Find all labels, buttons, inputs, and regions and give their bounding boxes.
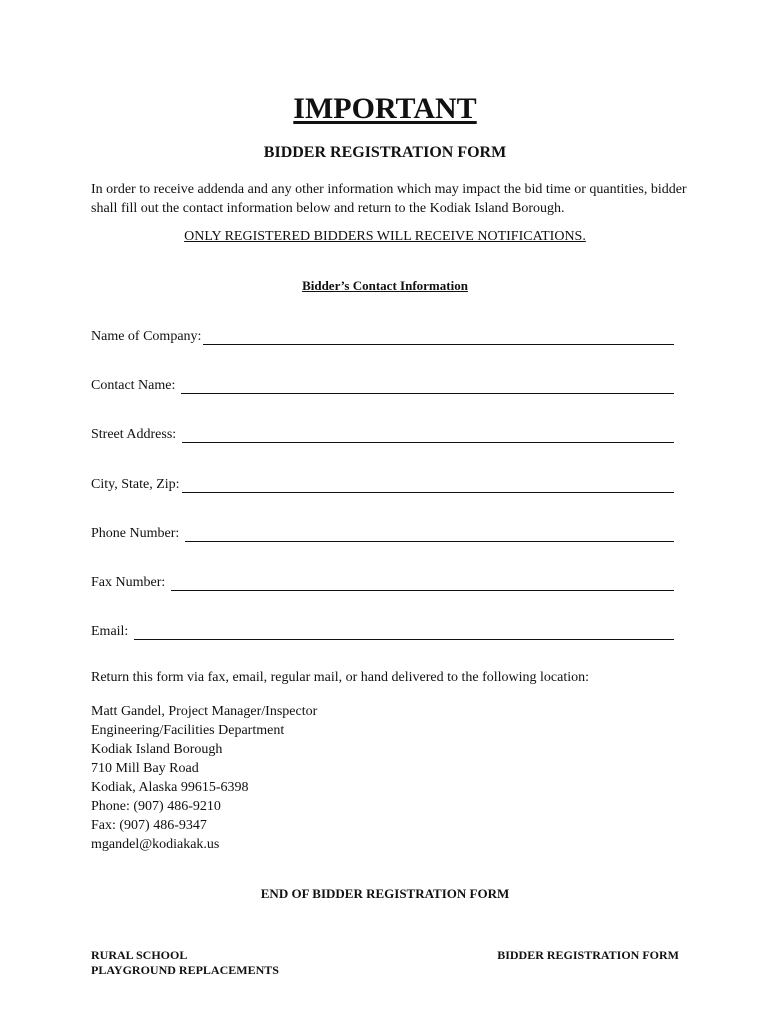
street-address-input-line[interactable] bbox=[182, 428, 674, 443]
contact-section-heading: Bidder’s Contact Information bbox=[302, 278, 468, 293]
field-label: Contact Name: bbox=[91, 378, 179, 393]
footer-form-name: BIDDER REGISTRATION FORM bbox=[497, 948, 679, 962]
form-subtitle: BIDDER REGISTRATION FORM bbox=[263, 144, 507, 161]
field-label: City, State, Zip: bbox=[91, 477, 180, 492]
field-label: Name of Company: bbox=[91, 329, 202, 344]
registration-notice: ONLY REGISTERED BIDDERS WILL RECEIVE NOTIFICATIONS. bbox=[184, 229, 586, 244]
address-line: Matt Gandel, Project Manager/Inspector bbox=[91, 704, 318, 719]
email-address-link[interactable]: mgandel@kodiakak.us bbox=[91, 837, 220, 852]
footer-left-line: PLAYGROUND REPLACEMENTS bbox=[91, 963, 279, 977]
field-label: Street Address: bbox=[91, 427, 180, 442]
email-input-line[interactable] bbox=[134, 625, 674, 640]
phone-number-field bbox=[91, 522, 674, 542]
return-instruction: Return this form via fax, email, regular mail, or hand delivered to the following location: bbox=[91, 670, 590, 685]
address-line: Engineering/Facilities Department bbox=[91, 723, 285, 738]
fax-number-field bbox=[91, 571, 674, 591]
footer-project-name bbox=[91, 948, 279, 978]
contact-name-field bbox=[91, 374, 674, 394]
field-label: Phone Number: bbox=[91, 526, 183, 541]
page-title: IMPORTANT bbox=[293, 92, 477, 125]
address-line: Phone: (907) 486-9210 bbox=[91, 799, 221, 814]
contact-name-input-line[interactable] bbox=[181, 379, 674, 394]
city-state-zip-field bbox=[91, 473, 674, 493]
fax-number-input-line[interactable] bbox=[171, 576, 674, 591]
address-line: Fax: (907) 486-9347 bbox=[91, 818, 207, 833]
email-field bbox=[91, 620, 674, 640]
company-name-input-line[interactable] bbox=[203, 330, 674, 345]
intro-paragraph: In order to receive addenda and any other information which may impact the bid time or quantities, bidder shall fill out the contact information below and return to the Kodiak Island Borough. bbox=[91, 182, 687, 216]
company-name-field bbox=[91, 325, 674, 345]
address-line: 710 Mill Bay Road bbox=[91, 761, 199, 776]
street-address-field bbox=[91, 423, 674, 443]
address-line: Kodiak, Alaska 99615-6398 bbox=[91, 780, 249, 795]
phone-number-input-line[interactable] bbox=[185, 527, 674, 542]
address-line: Kodiak Island Borough bbox=[91, 742, 223, 757]
city-state-zip-input-line[interactable] bbox=[182, 478, 674, 493]
footer-left-line: RURAL SCHOOL bbox=[91, 948, 188, 962]
field-label: Fax Number: bbox=[91, 575, 169, 590]
return-address-block bbox=[91, 702, 317, 854]
end-of-form-text: END OF BIDDER REGISTRATION FORM bbox=[260, 886, 510, 901]
field-label: Email: bbox=[91, 624, 132, 639]
